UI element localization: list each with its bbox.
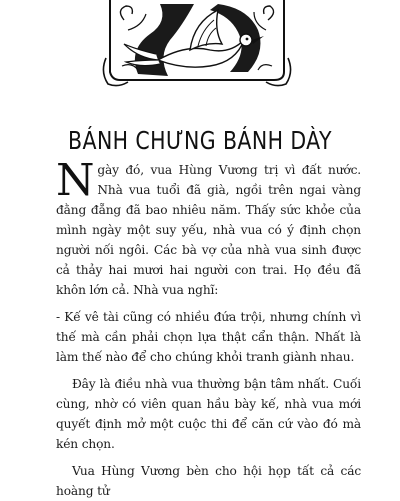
paragraph-1 <box>56 155 361 300</box>
bird-illustration <box>98 0 296 88</box>
story-title: BÁNH CHƯNG BÁNH DÀY <box>68 125 332 155</box>
paragraph-4: Vua Hùng Vương bèn cho hội họp tất cả các hoàng tử <box>56 464 361 498</box>
story-text <box>56 155 361 501</box>
paragraph-1-text: gày đó, vua Hùng Vương trị vì đất nước. Nhà vua tuổi đã già, ngồi trên ngai vàng đằng đẵng đã bao nhiêu năm. Thấy sức khỏe của mình ngày một suy yếu, nhà vua có ý định chọn người nối ngôi. Các bà vợ của nhà vua sinh được cả thảy hai mươi hai người con trai. Họ đều đã khôn lớn cả. Nhà vua nghĩ: <box>56 163 361 297</box>
paragraph-2: - Kế vê tài cũng có nhiều đứa trội, nhưng chính vì thế mà cần phải chọn lựa thật cẩn thận. Nhất là làm thế nào để cho chúng khỏi tranh giành nhau. <box>56 310 361 364</box>
paragraph-3: Đây là điều nhà vua thường bận tâm nhất. Cuối cùng, nhờ có viên quan hầu bày kế, nhà vua mới quyết định mở một cuộc thi để căn cứ vào đó mà kén chọn. <box>56 377 361 451</box>
drop-cap: N <box>56 155 95 206</box>
